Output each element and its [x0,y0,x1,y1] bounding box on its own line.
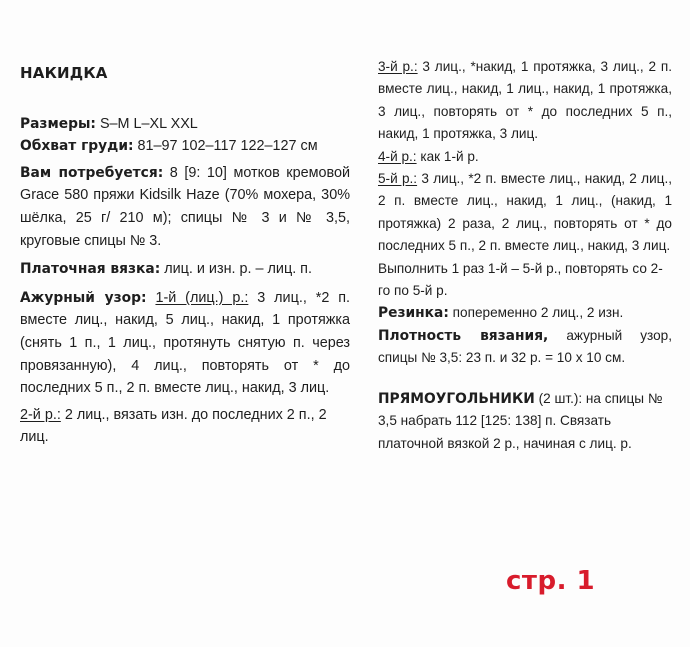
lace-row3-label: 3-й р.: [378,59,418,74]
lace-row4-label: 4-й р.: [378,148,417,164]
lace-row5-value: 3 лиц., *2 п. вместе лиц., накид, 2 лиц., 2 п. вместе лиц., накид, 1 лиц., (накид, 1 протяжка) 2 раза, 2 лиц., повторять от * до последних 5 п., 2 п. вместе лиц., накид, 3 лиц. [378,171,672,254]
repeat-instruction: Выполнить 1 раз 1-й – 5-й р., повторять со 2-го по 5-й р. [378,260,663,299]
garter-stitch-value: лиц. и изн. р. – лиц. п. [164,261,312,278]
left-column [20,60,350,449]
sizes-line [20,113,350,136]
lace-pattern-label: Ажурный узор: [20,289,147,306]
lace-row5-label: 5-й р.: [378,171,418,187]
rib-label: Резинка: [378,305,449,322]
garter-stitch-paragraph [20,258,350,281]
sizes-value: S–M L–XL XXL [99,115,198,132]
materials-label: Вам потребуется: [20,164,164,181]
materials-paragraph [20,162,350,252]
lace-row2-paragraph [20,404,350,449]
materials-value: 8 [9: 10] мотков кремовой Grace 580 пряжи Kidsilk Haze (70% мохера, 30% шёлка, 25 г/ 210 м); спицы № 3 и № 3,5, круговые спицы № 3. [20,164,350,249]
lace-row2-label: 2-й р.: [20,406,61,423]
sizes-label: Размеры: [20,115,96,132]
lace-row5-paragraph [378,168,672,258]
lace-row4-paragraph [378,146,672,168]
bust-label: Обхват груди: [20,138,134,155]
lace-row3-paragraph [378,56,672,146]
rectangles-label: ПРЯМОУГОЛЬНИКИ [378,390,535,407]
right-column [378,56,672,455]
page-number: стр. 1 [506,566,596,596]
rectangles-paragraph [378,388,672,455]
pattern-title: НАКИДКА [20,64,108,82]
bust-line [20,135,350,158]
rib-value: попеременно 2 лиц., 2 изн. [452,305,624,321]
lace-row1-label: 1-й (лиц.) р.: [155,289,249,306]
lace-row4-value: как 1-й р. [420,148,479,164]
lace-row3-value: 3 лиц., *накид, 1 протяжка, 3 лиц., 2 п. вместе лиц., накид, 1 лиц., накид, 1 протяжка, 3 лиц., повторять от * до последних 5 п., накид, 1 протяжка, 3 лиц. [378,59,672,142]
lace-row2-value: 2 лиц., вязать изн. до последних 2 п., 2 лиц. [20,406,327,446]
rib-paragraph [378,302,672,324]
gauge-label: Плотность вязания, [378,327,549,344]
gauge-paragraph [378,325,672,370]
lace-row1-paragraph [20,287,350,400]
garter-stitch-label: Платочная вязка: [20,261,161,278]
gauge-value: ажурный узор, спицы № 3,5: 23 п. и 32 р. = 10 х 10 см. [378,327,673,366]
lace-row1-value: 3 лиц., *2 п. вместе лиц., накид, 5 лиц., накид, 1 протяжка (снять 1 п., 1 лиц., протянуть снятую п. через провязанную), 4 лиц., повторять от * до последних 5 п., 2 п. вместе лиц., накид, 3 лиц. [20,289,351,397]
rectangles-value: (2 шт.): на спицы № 3,5 набрать 112 [125: 138] п. Связать платочной вязкой 2 р., начиная с лиц. р. [378,390,663,451]
bust-value: 81–97 102–117 122–127 см [137,138,318,155]
